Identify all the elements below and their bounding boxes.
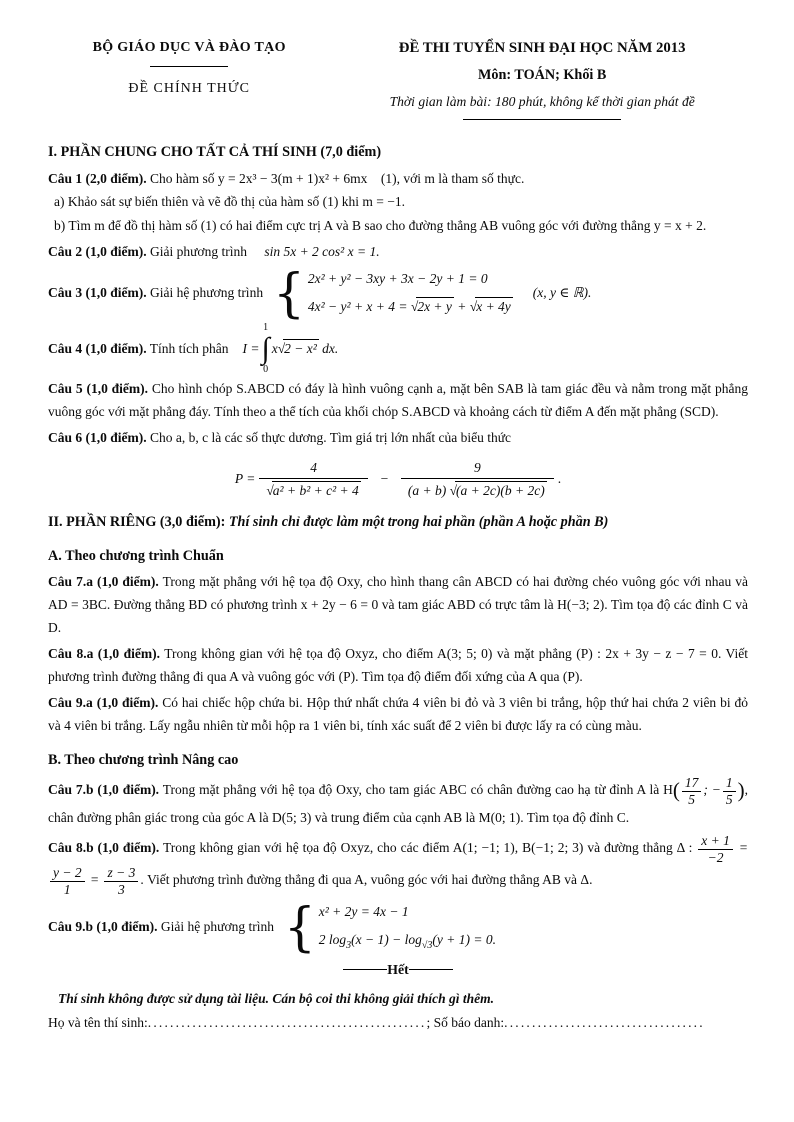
formula-lhs: P =: [234, 470, 256, 486]
question-3-eq2: 4x² − y² + x + 4 = √2x + y + √x + 4y: [307, 299, 511, 315]
integral-sign: ∫: [261, 332, 270, 366]
radicand: 2x + y: [417, 299, 452, 315]
question-9b-lead: Giải hệ phương trình: [160, 919, 274, 935]
question-2-label: Câu 2 (1,0 điểm).: [48, 244, 147, 260]
sqrt-sign: √: [469, 299, 478, 315]
question-2: [48, 241, 748, 264]
equals-sign: =: [86, 872, 103, 888]
fraction-denominator: [259, 478, 367, 501]
sqrt-sign: √: [449, 482, 458, 498]
fraction: [259, 458, 367, 500]
page-header: [0, 0, 794, 120]
fraction-separator: ; −: [703, 782, 721, 798]
open-paren: (: [672, 778, 680, 803]
radicand: 2 − x²: [284, 340, 317, 356]
end-marker-rule: [409, 969, 453, 970]
header-right-rule: [463, 119, 621, 120]
sqrt-sign: √: [410, 299, 419, 315]
candidate-name-label: Họ và tên thí sinh:: [48, 1015, 148, 1031]
question-5-label: Câu 5 (1,0 điểm).: [48, 381, 149, 397]
question-1-text: Cho hàm số y = 2x³ − 3(m + 1)x² + 6mx (1), với m là tham số thực.: [150, 170, 525, 186]
question-9a-text: Có hai chiếc hộp chứa bi. Hộp thứ nhất chứa 4 viên bi đỏ và 3 viên bi trắng, hộp thứ hai chứa 2 viên bi đỏ và 4 viên bi trắng. Lấy ngẫu nhiên từ mỗi hộp ra 1 viên bi, tính xác suất để 2 viên bi được lấy ra có cùng màu.: [48, 695, 748, 733]
question-8b: [48, 833, 748, 897]
subject-line: Môn: TOÁN; Khối B: [478, 67, 607, 84]
question-7b-text-pre: Trong mặt phẳng với hệ tọa độ Oxy, cho tam giác ABC có chân đường cao hạ từ đỉnh A là H: [162, 782, 673, 798]
question-9b-eq1: x² + 2y = 4x − 1: [318, 904, 409, 920]
candidate-number-label: ; Số báo danh:: [426, 1015, 505, 1031]
part2-heading-note: Thí sinh chỉ được làm một trong hai phần (phần A hoặc phần B): [228, 514, 609, 531]
log-base: √3: [421, 940, 433, 952]
end-marker: [48, 958, 748, 981]
question-5: [48, 378, 748, 424]
question-1b: b) Tìm m để đồ thị hàm số (1) có hai điểm cực trị A và B sao cho đường thẳng AB vuông góc với đường thẳng y = x + 2.: [54, 218, 707, 234]
question-9a: [48, 692, 748, 738]
sectionB-heading: B. Theo chương trình Nâng cao: [48, 751, 239, 768]
ministry-name: BỘ GIÁO DỤC VÀ ĐÀO TẠO: [92, 40, 286, 55]
sqrt-sign: √: [277, 340, 286, 356]
question-1a: a) Khảo sát sự biến thiên và vẽ đồ thị của hàm số (1) khi m = −1.: [54, 194, 405, 210]
question-7a-text: Trong mặt phẳng với hệ tọa độ Oxy, cho hình thang cân ABCD có hai đường chéo vuông góc với nhau và AD = 3BC. Đường thẳng BD có phương trình x + 2y − 6 = 0 và tam giác ABD có trực tâm là H(−3; 2). Tìm tọa độ các đỉnh C và D.: [48, 574, 748, 636]
question-9a-label: Câu 9.a (1,0 điểm).: [48, 695, 159, 711]
question-3-system: [308, 268, 513, 319]
minus-sign: −: [379, 470, 389, 486]
question-7a-label: Câu 7.a (1,0 điểm).: [48, 574, 159, 590]
question-4-lead-wrap: [48, 338, 229, 361]
question-9b-eq2: 2 $\log_3(x - 1) - \log_{√3}(y + 1) = 0$.: [318, 932, 496, 952]
fraction: $\frac{y - 2}{1}$: [50, 865, 85, 897]
radicand: (a + 2c)(b + 2c): [456, 482, 545, 498]
part2-heading: II. PHẦN RIÊNG (3,0 điểm): Thí sinh chỉ được làm một trong hai phần (phần A hoặc phần B): [48, 514, 609, 531]
question-2-lead: Giải phương trình: [150, 244, 247, 260]
integral-upper-limit: 1: [263, 322, 269, 334]
question-6: [48, 427, 748, 450]
integral-construct: [261, 323, 269, 375]
question-3: [48, 262, 748, 324]
fraction: $\frac{1}{5}$: [723, 775, 736, 807]
official-exam-mark: ĐỀ CHÍNH THỨC: [128, 80, 250, 96]
question-1-label: Câu 1 (2,0 điểm).: [48, 170, 147, 186]
question-3-label: Câu 3 (1,0 điểm).: [48, 285, 147, 301]
part1-heading: I. PHẦN CHUNG CHO TẤT CẢ THÍ SINH (7,0 điểm): [48, 144, 382, 161]
question-8b-text-pre: Trong không gian với hệ tọa độ Oxyz, cho các điểm A(1; −1; 1), B(−1; 2; 3) và đường thẳng Δ :: [162, 840, 697, 856]
fraction-denominator: (a + b) √(a + 2c)(b + 2c): [401, 478, 554, 501]
end-marker-text: Hết: [387, 962, 409, 978]
sqrt-sign: √: [266, 482, 274, 498]
candidate-info-line: [48, 1012, 748, 1035]
question-3-lead: Giải hệ phương trình: [150, 285, 264, 301]
radicand: x + 4y: [476, 299, 511, 315]
question-8a-text: Trong không gian với hệ tọa độ Oxyz, cho điểm A(3; 5; 0) và mặt phẳng (P) : 2x + 3y − z − 7 = 0. Viết phương trình đường thẳng đi qua A và vuông góc với (P). Tìm tọa độ điểm đối xứng của A qua (P).: [48, 646, 748, 685]
question-3-lead-wrap: [48, 282, 263, 305]
duration-line: Thời gian làm bài: 180 phút, không kể thời gian phát đề: [389, 94, 695, 110]
question-7b-label: Câu 7.b (1,0 điểm).: [48, 782, 160, 798]
question-3-eq1: 2x² + y² − 3xy + 3x − 2y + 1 = 0: [307, 271, 488, 287]
question-9b-system: [319, 901, 496, 954]
question-4: [48, 323, 748, 375]
question-8a-label: Câu 8.a (1,0 điểm).: [48, 646, 160, 662]
question-5-text: Cho hình chóp S.ABCD có đáy là hình vuông cạnh a, mặt bên SAB là tam giác đều và nằm trong mặt phẳng vuông góc với mặt phẳng đáy. Tính theo a thể tích của khối chóp S.ABCD và khoảng cách từ điểm A đến mặt phẳng (SCD).: [48, 381, 748, 420]
fraction: [401, 458, 554, 500]
system-brace: {: [273, 262, 305, 324]
question-8b-text-post: . Viết phương trình đường thẳng đi qua A, vuông góc với hai đường thẳng AB và Δ.: [140, 872, 593, 888]
system-brace: {: [283, 896, 316, 958]
question-8a: [48, 643, 748, 689]
fraction-numerator: 4: [310, 459, 317, 475]
question-6-label: Câu 6 (1,0 điểm).: [48, 430, 147, 446]
radicand: a² + b² + c² + 4: [272, 482, 359, 498]
header-left-rule: [150, 66, 228, 67]
exam-title: ĐỀ THI TUYỂN SINH ĐẠI HỌC NĂM 2013: [398, 40, 686, 56]
candidate-number-dotted-field: ....................................: [504, 1015, 705, 1031]
fraction-numerator: 9: [473, 459, 481, 475]
candidate-name-dotted-field: ..................................................: [147, 1015, 427, 1031]
integral-lower-limit: 0: [263, 364, 269, 376]
fraction: $\frac{17}{5}$: [682, 775, 702, 807]
equals-sign: =: [734, 840, 748, 856]
header-right-block: [330, 36, 754, 120]
question-4-lhs: I =: [242, 340, 260, 356]
sectionA-heading: A. Theo chương trình Chuẩn: [48, 548, 224, 565]
end-marker-rule: [343, 969, 387, 970]
question-8b-label: Câu 8.b (1,0 điểm).: [48, 840, 160, 856]
question-2-equation: sin 5x + 2 cos² x = 1.: [264, 244, 380, 260]
question-6-text: Cho a, b, c là các số thực dương. Tìm giá trị lớn nhất của biểu thức: [150, 430, 512, 446]
question-3-domain: (x, y ∈ ℝ).: [532, 285, 592, 301]
fraction: $\frac{x + 1}{-2}$: [698, 833, 733, 865]
exam-body: [0, 120, 794, 1035]
header-left-block: [48, 36, 330, 120]
question-9b: [48, 896, 748, 958]
log-base: 3: [346, 940, 352, 952]
fraction: $\frac{z - 3}{3}$: [104, 865, 138, 897]
question-4-lead: Tính tích phân: [149, 340, 229, 356]
close-paren: ): [737, 778, 745, 803]
question-6-formula: [48, 458, 748, 500]
question-7b-text-post: , chân đường phân giác trong của góc A là D(5; 3) và trung điểm của cạnh AB là M(0; 1). Tìm tọa độ đỉnh C.: [48, 782, 748, 826]
question-7a: [48, 571, 748, 640]
question-9b-lead-wrap: [48, 916, 274, 939]
question-4-label: Câu 4 (1,0 điểm).: [48, 340, 147, 356]
formula-period: .: [557, 470, 562, 486]
question-1: [48, 168, 748, 191]
footer-note: Thí sinh không được sử dụng tài liệu. Cán bộ coi thi không giải thích gì thêm.: [58, 990, 495, 1006]
question-4-integrand: x√2 − x² dx.: [271, 340, 339, 356]
question-9b-label: Câu 9.b (1,0 điểm).: [48, 919, 158, 935]
question-7b: [48, 775, 748, 830]
